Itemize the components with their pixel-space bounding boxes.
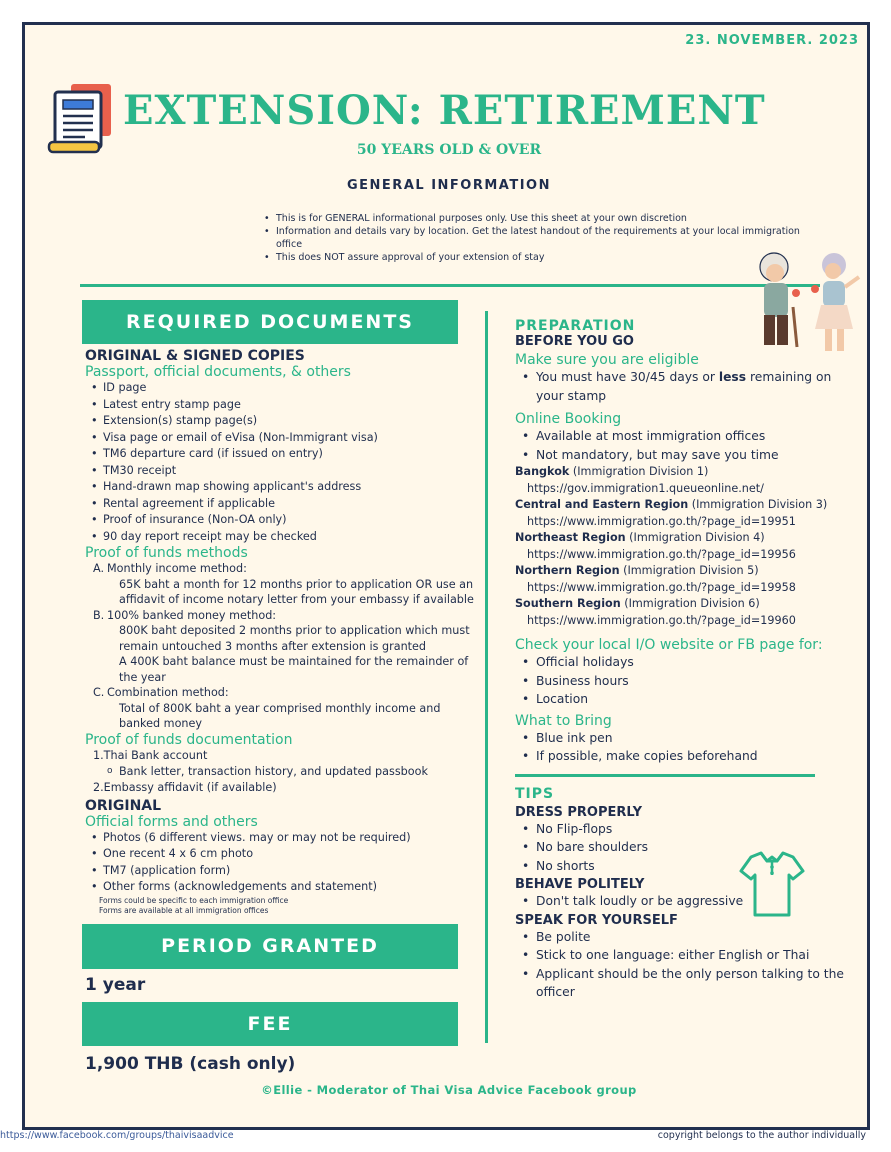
- list-item: • One recent 4 x 6 cm photo: [85, 846, 485, 863]
- original-heading: ORIGINAL: [85, 797, 162, 814]
- original-signed-heading: ORIGINAL & SIGNED COPIES: [85, 348, 305, 364]
- passport-list: [85, 380, 485, 545]
- list-item: • Hand-drawn map showing applicant's address: [85, 479, 485, 496]
- list-item: • Photos (6 different views. may or may not be required): [85, 830, 485, 847]
- divider: [80, 284, 820, 287]
- facebook-group-link[interactable]: https://www.facebook.com/groups/thaivisaadvice: [0, 1130, 234, 1141]
- general-info-heading: GENERAL INFORMATION: [347, 178, 551, 193]
- region-links: [515, 464, 860, 629]
- list-item: • Don't talk loudly or be aggressive: [515, 892, 860, 911]
- behave-heading: BEHAVE POLITELY: [515, 877, 645, 892]
- list-item: • No bare shoulders: [515, 838, 860, 857]
- list-item: • Other forms (acknowledgements and statement): [85, 879, 485, 896]
- preparation-heading: PREPARATION: [515, 318, 636, 334]
- funds-methods-heading: Proof of funds methods: [85, 545, 248, 561]
- before-you-go-heading: BEFORE YOU GO: [515, 334, 634, 349]
- region-item: Northeast Region (Immigration Division 4): [515, 531, 765, 544]
- list-item: • No Flip-flops: [515, 820, 860, 839]
- funds-method-a: A. Monthly income method: 65K baht a month for 12 months prior to application OR use an affidavit of income notary letter from your embassy if available: [93, 562, 474, 606]
- list-item: • Information and details vary by location. Get the latest handout of the requirements at your local immigration office: [261, 225, 801, 251]
- region-url-link[interactable]: https://www.immigration.go.th/?page_id=19958: [527, 580, 796, 594]
- required-documents-banner: REQUIRED DOCUMENTS: [82, 300, 458, 344]
- list-item: • Available at most immigration offices: [515, 427, 860, 446]
- region-item: Central and Eastern Region (Immigration Division 3): [515, 498, 828, 511]
- period-granted-banner: PERIOD GRANTED: [82, 924, 458, 969]
- region-url-link[interactable]: https://www.immigration.go.th/?page_id=19956: [527, 547, 796, 561]
- list-item: • TM30 receipt: [85, 463, 485, 480]
- region-item: Southern Region (Immigration Division 6): [515, 597, 760, 610]
- behave-list: [515, 892, 860, 911]
- list-item: • Visa page or email of eVisa (Non-Immigrant visa): [85, 430, 485, 447]
- region-url-link[interactable]: https://www.immigration.go.th/?page_id=19951: [527, 514, 796, 528]
- what-to-bring-heading: What to Bring: [515, 712, 612, 729]
- list-item: • Not mandatory, but may save you time: [515, 446, 860, 465]
- speak-heading: SPEAK FOR YOURSELF: [515, 912, 678, 928]
- region-url-link[interactable]: https://www.immigration.go.th/?page_id=19960: [527, 613, 796, 627]
- date-label: 23. NOVEMBER. 2023: [685, 33, 859, 48]
- list-item: • This does NOT assure approval of your extension of stay: [261, 251, 801, 264]
- period-value: 1 year: [85, 974, 146, 995]
- speak-list: [515, 928, 860, 1002]
- fee-value: 1,900 THB (cash only): [85, 1053, 296, 1074]
- tips-heading: TIPS: [515, 785, 555, 802]
- dress-list: [515, 820, 860, 876]
- divider: [515, 774, 815, 777]
- list-item: • Business hours: [515, 672, 860, 691]
- list-item: • Applicant should be the only person talking to the officer: [515, 965, 860, 1002]
- online-booking-heading: Online Booking: [515, 411, 622, 427]
- list-item: • This is for GENERAL informational purposes only. Use this sheet at your own discretion: [261, 212, 801, 225]
- column-divider: [485, 311, 488, 1043]
- bring-list: [515, 729, 860, 766]
- list-item: • No shorts: [515, 857, 860, 876]
- check-list: [515, 653, 860, 709]
- list-item: • If possible, make copies beforehand: [515, 747, 860, 766]
- list-item: • Proof of insurance (Non-OA only): [85, 512, 485, 529]
- poster: [22, 22, 870, 1130]
- forms-note: Forms could be specific to each immigration office: [99, 895, 289, 905]
- region-url-link[interactable]: https://gov.immigration1.queueonline.net/: [527, 481, 764, 495]
- funds-method-c: C. Combination method: Total of 800K baht a year comprised monthly income and banked money: [93, 686, 441, 730]
- list-item: • 90 day report receipt may be checked: [85, 529, 485, 546]
- right-column: [515, 318, 860, 1002]
- list-item: • Extension(s) stamp page(s): [85, 413, 485, 430]
- dress-heading: DRESS PROPERLY: [515, 804, 643, 820]
- list-item: • TM7 (application form): [85, 863, 485, 880]
- copyright-note: copyright belongs to the author individually: [657, 1130, 866, 1141]
- list-item: • Rental agreement if applicable: [85, 496, 485, 513]
- forms-heading: Official forms and others: [85, 813, 258, 830]
- check-local-heading: Check your local I/O website or FB page for:: [515, 637, 823, 653]
- general-info-list: [261, 212, 801, 264]
- forms-note: Forms are available at all immigration offices: [99, 906, 269, 915]
- booking-list: [515, 427, 860, 464]
- funds-documentation-heading: Proof of funds documentation: [85, 731, 293, 748]
- eligible-heading: Make sure you are eligible: [515, 352, 699, 368]
- list-item: • Blue ink pen: [515, 729, 860, 748]
- fee-banner: FEE: [82, 1002, 458, 1046]
- eligible-list: [515, 368, 860, 405]
- funds-methods-list: [85, 561, 485, 732]
- list-item: • TM6 departure card (if issued on entry): [85, 446, 485, 463]
- list-item: • Location: [515, 690, 860, 709]
- list-item: • Be polite: [515, 928, 860, 947]
- left-column: [85, 300, 485, 1074]
- list-item: • Latest entry stamp page: [85, 397, 485, 414]
- region-item: Bangkok (Immigration Division 1): [515, 465, 709, 478]
- region-item: Northern Region (Immigration Division 5): [515, 564, 759, 577]
- list-item: • You must have 30/45 days or less remaining on your stamp: [515, 368, 860, 405]
- passport-heading: Passport, official documents, & others: [85, 364, 351, 380]
- sub-title: 50 YEARS OLD & OVER: [356, 142, 542, 158]
- funds-method-b: B. 100% banked money method: 800K baht deposited 2 months prior to application which must remain untouched 3 months after extension is granted A 400K baht balance must be maintained for the remainder of the year: [93, 608, 470, 684]
- shirt-icon: [739, 847, 805, 919]
- list-item: • ID page: [85, 380, 485, 397]
- list-item: • Official holidays: [515, 653, 860, 672]
- list-item: • Stick to one language: either English or Thai: [515, 946, 860, 965]
- funds-documentation-list: 1.Thai Bank account o Bank letter, transaction history, and updated passbook 2.Embassy affidavit (if available): [85, 748, 485, 796]
- forms-list: [85, 830, 485, 896]
- footer-credit: ©Ellie - Moderator of Thai Visa Advice Facebook group: [261, 1083, 637, 1097]
- main-title: EXTENSION: RETIREMENT: [123, 87, 766, 134]
